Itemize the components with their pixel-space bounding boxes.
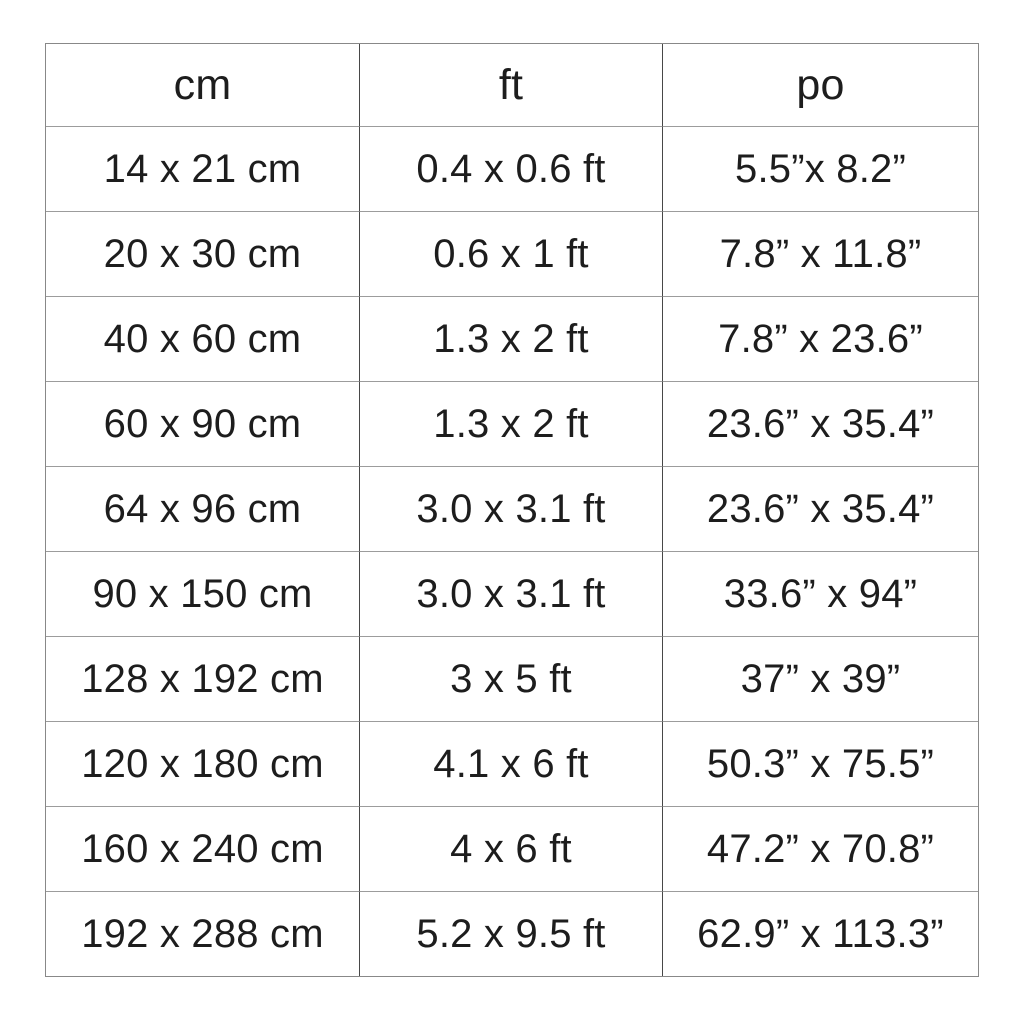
table-cell: 23.6” x 35.4” [663,381,978,466]
table-cell: 5.2 x 9.5 ft [360,891,663,976]
table-cell: 23.6” x 35.4” [663,466,978,551]
table-cell: 4 x 6 ft [360,806,663,891]
size-conversion-table [45,43,979,977]
table-cell: 1.3 x 2 ft [360,381,663,466]
column-header-cm: cm [46,44,360,126]
table-cell: 20 x 30 cm [46,211,360,296]
table-cell: 5.5”x 8.2” [663,126,978,211]
table-cell: 1.3 x 2 ft [360,296,663,381]
table-cell: 160 x 240 cm [46,806,360,891]
table-cell: 33.6” x 94” [663,551,978,636]
table-cell: 60 x 90 cm [46,381,360,466]
table-cell: 3.0 x 3.1 ft [360,466,663,551]
table-cell: 4.1 x 6 ft [360,721,663,806]
table-cell: 14 x 21 cm [46,126,360,211]
table-cell: 128 x 192 cm [46,636,360,721]
table-cell: 37” x 39” [663,636,978,721]
table-cell: 120 x 180 cm [46,721,360,806]
column-header-ft: ft [360,44,663,126]
table-cell: 62.9” x 113.3” [663,891,978,976]
table-cell: 47.2” x 70.8” [663,806,978,891]
table-cell: 192 x 288 cm [46,891,360,976]
table-cell: 64 x 96 cm [46,466,360,551]
table-cell: 7.8” x 11.8” [663,211,978,296]
table-cell: 0.4 x 0.6 ft [360,126,663,211]
table-cell: 0.6 x 1 ft [360,211,663,296]
table-cell: 90 x 150 cm [46,551,360,636]
table-cell: 3.0 x 3.1 ft [360,551,663,636]
table-cell: 7.8” x 23.6” [663,296,978,381]
column-header-po: po [796,60,845,109]
table-cell: 3 x 5 ft [360,636,663,721]
table-cell: 50.3” x 75.5” [663,721,978,806]
table-cell: 40 x 60 cm [46,296,360,381]
